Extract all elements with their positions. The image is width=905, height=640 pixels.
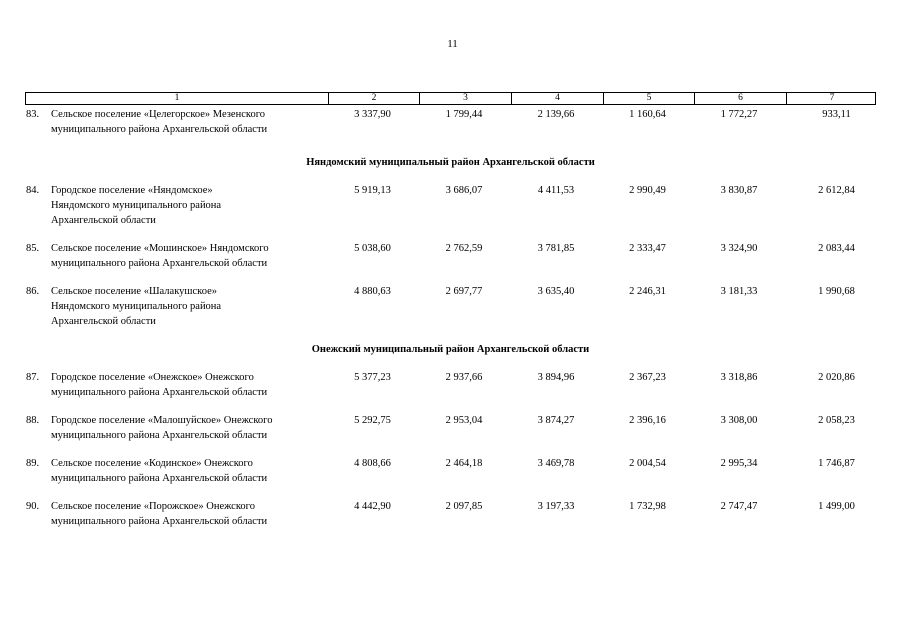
row-number: 90. xyxy=(26,501,40,512)
value-cell: 2 083,44 xyxy=(818,243,855,254)
table-row xyxy=(25,456,876,486)
value-cell: 3 894,96 xyxy=(537,372,575,383)
settlement-cell xyxy=(25,107,327,137)
value-cell: 1 499,00 xyxy=(818,501,855,512)
value-cell: 2 762,59 xyxy=(445,243,483,254)
data-table xyxy=(25,92,876,529)
settlement-cell xyxy=(25,370,327,400)
column-number-4: 4 xyxy=(511,93,603,104)
row-number: 86. xyxy=(26,286,40,297)
row-number: 89. xyxy=(26,458,40,469)
value-cell: 2 367,23 xyxy=(629,372,666,383)
column-number-6: 6 xyxy=(694,93,786,104)
value-cell: 5 292,75 xyxy=(354,415,391,426)
value-cell: 5 038,60 xyxy=(354,243,391,254)
table-header-row xyxy=(25,92,876,105)
table-row xyxy=(25,413,876,443)
value-cell: 2 747,47 xyxy=(720,501,758,512)
value-cell: 2 953,04 xyxy=(445,415,483,426)
settlement-name: Сельское поселение «Кодинское» Онежского муниципального района Архангельской области xyxy=(51,458,268,484)
table-row xyxy=(25,183,876,228)
value-cell: 933,11 xyxy=(822,109,851,120)
value-cell: 4 808,66 xyxy=(354,458,391,469)
value-cell: 2 612,84 xyxy=(818,185,855,196)
value-cell: 2 464,18 xyxy=(445,458,483,469)
value-cell: 3 337,90 xyxy=(354,109,391,120)
table-row xyxy=(25,370,876,400)
value-cell: 2 333,47 xyxy=(629,243,666,254)
table-row xyxy=(25,241,876,271)
table-row xyxy=(25,499,876,529)
settlement-name: Сельское поселение «Мошинское» Няндомского муниципального района Архангельской области xyxy=(51,243,269,269)
value-cell: 4 880,63 xyxy=(354,286,391,297)
settlement-cell xyxy=(25,183,327,228)
settlement-name: Сельское поселение «Шалакушское» Няндомского муниципального района Архангельской области xyxy=(51,286,222,327)
section-heading: Онежский муниципальный район Архангельской области xyxy=(311,344,590,355)
column-number-2: 2 xyxy=(328,93,419,104)
value-cell: 2 097,85 xyxy=(445,501,483,512)
value-cell: 3 830,87 xyxy=(720,185,758,196)
value-cell: 3 181,33 xyxy=(720,286,758,297)
column-number-3: 3 xyxy=(419,93,511,104)
value-cell: 2 004,54 xyxy=(629,458,666,469)
settlement-name: Городское поселение «Няндомское» Няндомского муниципального района Архангельской области xyxy=(51,185,222,226)
value-cell: 3 686,07 xyxy=(445,185,483,196)
value-cell: 2 995,34 xyxy=(720,458,758,469)
column-number-1: 1 xyxy=(174,93,180,103)
settlement-name: Сельское поселение «Порожское» Онежского муниципального района Архангельской области xyxy=(51,501,268,527)
value-cell: 5 919,13 xyxy=(354,185,391,196)
value-cell: 2 139,66 xyxy=(537,109,575,120)
value-cell: 1 160,64 xyxy=(629,109,666,120)
value-cell: 1 990,68 xyxy=(818,286,855,297)
value-cell: 3 874,27 xyxy=(537,415,575,426)
section-heading: Няндомский муниципальный район Архангельской области xyxy=(306,157,595,168)
value-cell: 3 324,90 xyxy=(720,243,758,254)
value-cell: 3 308,00 xyxy=(720,415,758,426)
table-row xyxy=(25,107,876,137)
row-number: 88. xyxy=(26,415,40,426)
value-cell: 3 197,33 xyxy=(537,501,575,512)
settlement-name: Городское поселение «Онежское» Онежского муниципального района Архангельской области xyxy=(51,372,268,398)
column-number-5: 5 xyxy=(603,93,694,104)
value-cell: 2 937,66 xyxy=(445,372,483,383)
settlement-cell xyxy=(25,456,327,486)
value-cell: 1 732,98 xyxy=(629,501,666,512)
table-row xyxy=(25,284,876,329)
value-cell: 1 746,87 xyxy=(818,458,855,469)
value-cell: 5 377,23 xyxy=(354,372,391,383)
value-cell: 3 469,78 xyxy=(537,458,575,469)
value-cell: 2 246,31 xyxy=(629,286,666,297)
row-number: 83. xyxy=(26,109,40,120)
value-cell: 3 635,40 xyxy=(537,286,575,297)
value-cell: 1 772,27 xyxy=(720,109,758,120)
column-number-7: 7 xyxy=(786,93,877,104)
row-number: 84. xyxy=(26,185,40,196)
row-number: 85. xyxy=(26,243,40,254)
value-cell: 2 020,86 xyxy=(818,372,855,383)
settlement-name: Сельское поселение «Целегорское» Мезенского муниципального района Архангельской области xyxy=(51,109,268,135)
row-number: 87. xyxy=(26,372,40,383)
page-number: 11 xyxy=(447,38,458,50)
settlement-cell xyxy=(25,284,327,329)
settlement-cell xyxy=(25,499,327,529)
settlement-cell xyxy=(25,241,327,271)
value-cell: 4 442,90 xyxy=(354,501,391,512)
value-cell: 3 781,85 xyxy=(537,243,575,254)
value-cell: 2 396,16 xyxy=(629,415,666,426)
value-cell: 2 990,49 xyxy=(629,185,666,196)
value-cell: 1 799,44 xyxy=(445,109,483,120)
value-cell: 4 411,53 xyxy=(537,185,575,196)
value-cell: 3 318,86 xyxy=(720,372,758,383)
value-cell: 2 697,77 xyxy=(445,286,483,297)
settlement-name: Городское поселение «Малошуйское» Онежского муниципального района Архангельской области xyxy=(51,415,273,441)
value-cell: 2 058,23 xyxy=(818,415,855,426)
settlement-cell xyxy=(25,413,327,443)
